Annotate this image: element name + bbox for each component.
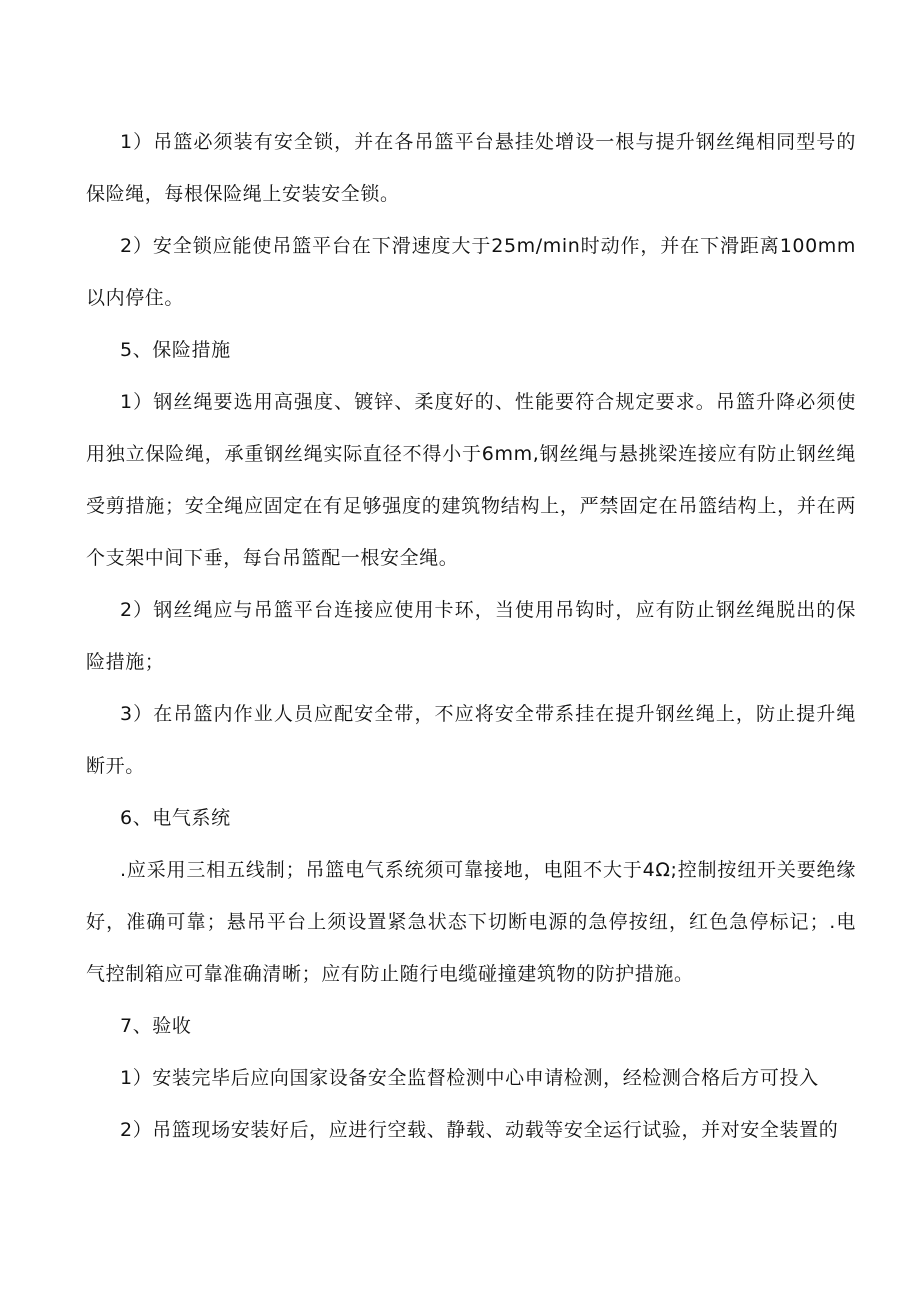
paragraph-acceptance-1: 1）安装完毕后应向国家设备安全监督检测中心申请检测，经检测合格后方可投入	[120, 1067, 819, 1089]
paragraph-wire-rope-2: 2）钢丝绳应与吊篮平台连接应使用卡环，当使用吊钩时，应有防止钢丝绳脱出的保险措施；	[86, 599, 856, 673]
section-heading-insurance-measures: 5、保险措施	[120, 339, 231, 361]
paragraph-safety-lock-1: 1）吊篮必须装有安全锁，并在各吊篮平台悬挂处增设一根与提升钢丝绳相同型号的保险绳，每根保险绳上安装安全锁。	[86, 131, 856, 205]
paragraph-electrical: .应采用三相五线制；吊篮电气系统须可靠接地，电阻不大于4Ω;控制按纽开关要绝缘好，准确可靠；悬吊平台上须设置紧急状态下切断电源的急停按纽，红色急停标记；.电气控制箱应可靠准确清晰；应有防止随行电缆碰撞建筑物的防护措施。	[86, 859, 856, 985]
paragraph-safety-belt-3: 3）在吊篮内作业人员应配安全带，不应将安全带系挂在提升钢丝绳上，防止提升绳断开。	[86, 703, 856, 777]
section-heading-electrical-system: 6、电气系统	[120, 807, 231, 829]
paragraph-wire-rope-1: 1）钢丝绳要选用高强度、镀锌、柔度好的、性能要符合规定要求。吊篮升降必须使用独立保险绳，承重钢丝绳实际直径不得小于6mm,钢丝绳与悬挑梁连接应有防止钢丝绳受剪措施；安全绳应固定在有足够强度的建筑物结构上，严禁固定在吊篮结构上，并在两个支架中间下垂，每台吊篮配一根安全绳。	[86, 391, 856, 569]
paragraph-safety-lock-2: 2）安全锁应能使吊篮平台在下滑速度大于25m/min时动作，并在下滑距离100mm以内停住。	[86, 235, 856, 309]
paragraph-acceptance-2: 2）吊篮现场安装好后，应进行空载、静载、动载等安全运行试验，并对安全装置的	[120, 1119, 839, 1141]
section-heading-acceptance: 7、验收	[120, 1015, 192, 1037]
document-body	[86, 116, 856, 1156]
